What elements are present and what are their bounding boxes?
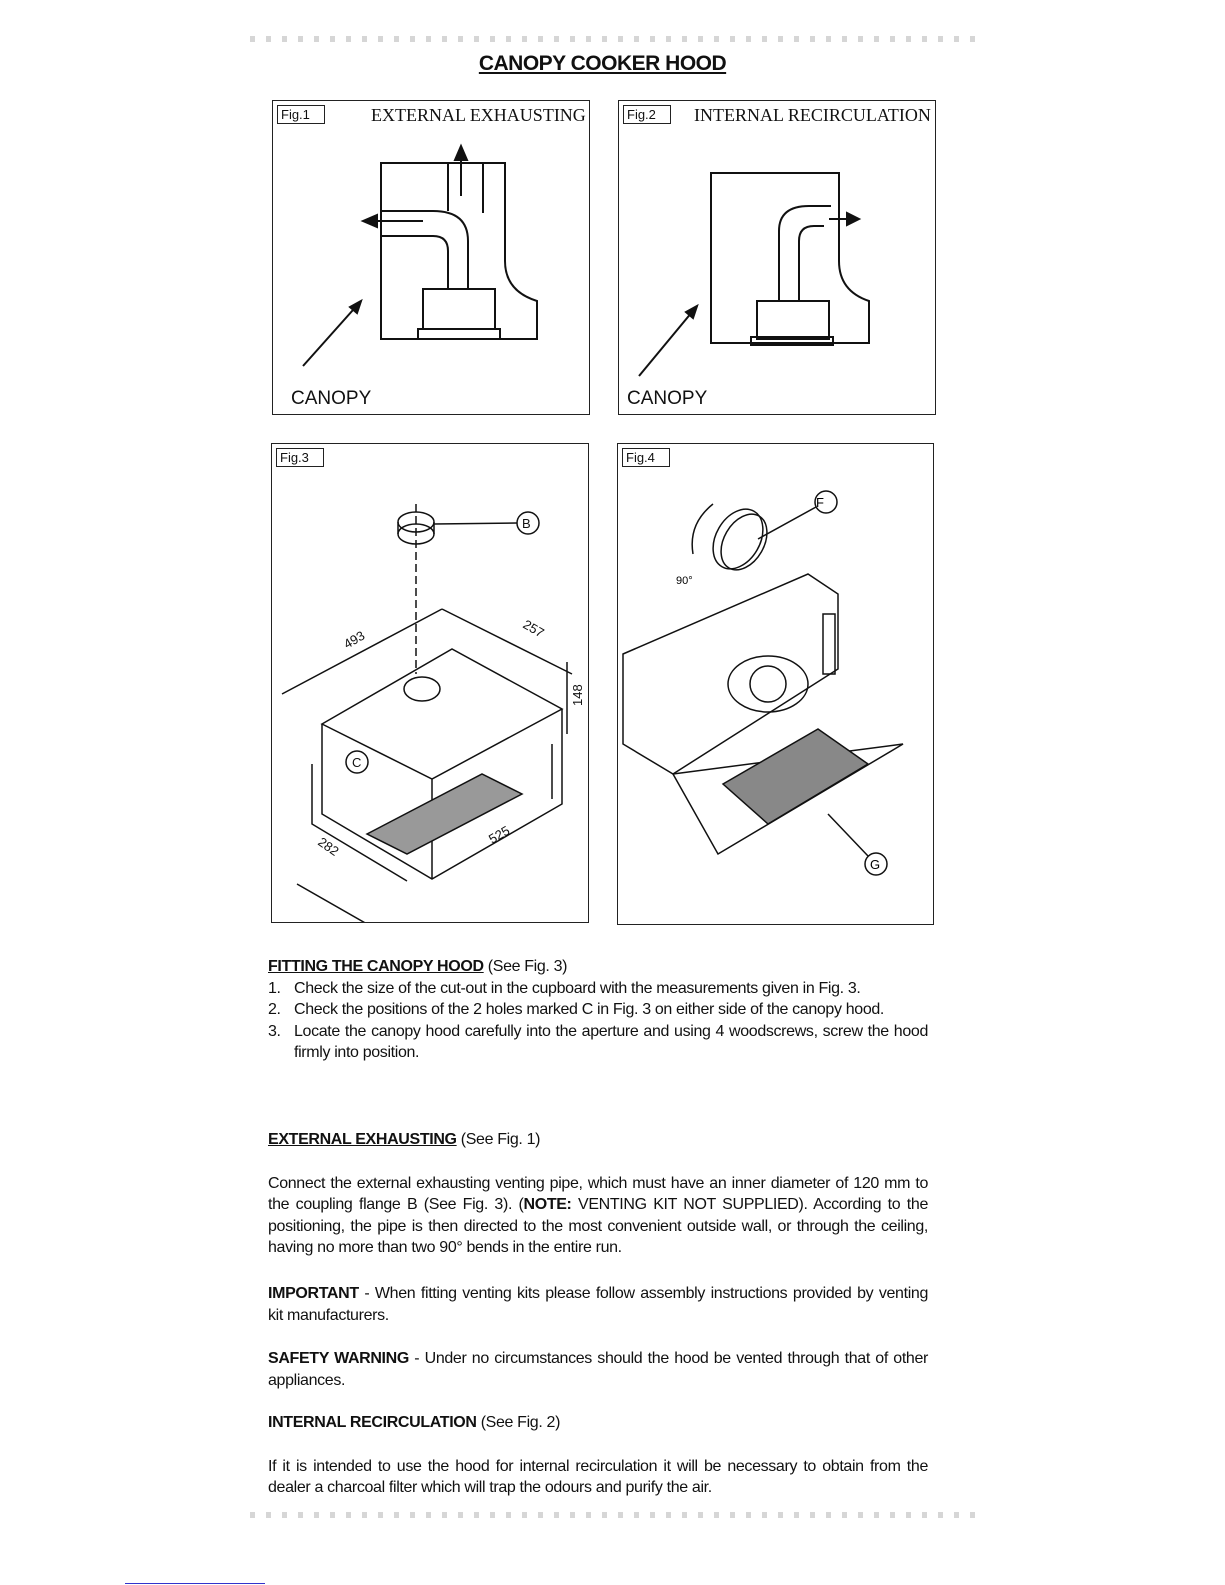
dim-493: 493 [341, 627, 368, 652]
figure-2 [618, 100, 936, 415]
fitting-heading: FITTING THE CANOPY HOOD [268, 958, 484, 975]
internal-heading: INTERNAL RECIRCULATION [268, 1414, 477, 1431]
angle-label: 90° [676, 575, 693, 587]
item-number: 2. [268, 1001, 281, 1018]
dim-282: 282 [315, 834, 342, 859]
note-label: NOTE: [523, 1196, 572, 1213]
list-item [268, 999, 928, 1021]
footer-rule [125, 1583, 265, 1584]
figure-label: Fig.2 [623, 105, 671, 124]
canopy-caption: CANOPY [627, 388, 708, 409]
dim-257: 257 [520, 616, 547, 641]
list-item [268, 978, 928, 1000]
figure-1 [272, 100, 590, 415]
callout-g: G [870, 857, 881, 872]
important-label: IMPORTANT [268, 1285, 359, 1302]
important-text: - When fitting venting kits please follow assembly instructions provided by venting kit manufacturers. [268, 1285, 928, 1324]
safety-label: SAFETY WARNING [268, 1350, 409, 1367]
internal-ref: (See Fig. 2) [476, 1414, 561, 1431]
canopy-caption: CANOPY [291, 388, 372, 409]
internal-text: If it is intended to use the hood for internal recirculation it will be necessary to obtain from the dealer a charcoal filter which will trap the odours and purify the air. [268, 1457, 928, 1496]
page-title: CANOPY COOKER HOOD [478, 52, 727, 75]
figure-4 [617, 443, 934, 925]
dim-525: 525 [486, 822, 513, 847]
item-text: Locate the canopy hood carefully into the aperture and using 4 woodscrews, screw the hood firmly into position. [294, 1022, 928, 1061]
external-section [268, 1129, 928, 1259]
scan-border-top [250, 36, 975, 42]
external-heading: EXTERNAL EXHAUSTING [268, 1131, 457, 1148]
external-ref: (See Fig. 1) [456, 1131, 541, 1148]
external-paragraph [268, 1173, 928, 1259]
important-paragraph [268, 1283, 928, 1326]
item-text: Check the size of the cut-out in the cupboard with the measurements given in Fig. 3. [294, 979, 861, 997]
safety-paragraph [268, 1348, 928, 1391]
figure-title: INTERNAL RECIRCULATION [694, 105, 931, 125]
figure-label: Fig.3 [276, 448, 324, 467]
canopy-dimensions-diagram [272, 444, 588, 922]
internal-section [268, 1412, 928, 1499]
item-number: 3. [268, 1022, 281, 1040]
figure-label: Fig.4 [622, 448, 670, 467]
dim-148: 148 [570, 684, 585, 706]
external-text-2: VENTING KIT NOT SUPPLIED). According to the positioning, the pipe is then directed to the most convenient outside wall, or through the ceiling, having no more than two 90° bends in the entire run. [268, 1196, 928, 1256]
scan-border-bottom [250, 1512, 975, 1518]
internal-recirculation-diagram [619, 101, 935, 414]
external-text: Connect the external exhausting venting pipe, which must have an inner diameter of 120 mm to the coupling flange B (See Fig. 3). ( [268, 1174, 928, 1213]
item-number: 1. [268, 979, 281, 997]
figure-3 [271, 443, 589, 923]
fitting-ref: (See Fig. 3) [483, 958, 568, 975]
figure-label: Fig.1 [277, 105, 325, 124]
item-text: Check the positions of the 2 holes marked C in Fig. 3 on either side of the canopy hood. [294, 1001, 885, 1018]
safety-text: - Under no circumstances should the hood be vented through that of other appliances. [268, 1350, 928, 1389]
filter-fitting-diagram [618, 444, 933, 924]
figure-title: EXTERNAL EXHAUSTING [371, 105, 586, 125]
callout-c: C [352, 755, 362, 770]
list-item [268, 1021, 928, 1064]
fitting-section [268, 956, 928, 1064]
callout-f: F [816, 495, 824, 510]
external-exhaust-diagram [273, 101, 589, 414]
callout-b: B [522, 516, 531, 531]
